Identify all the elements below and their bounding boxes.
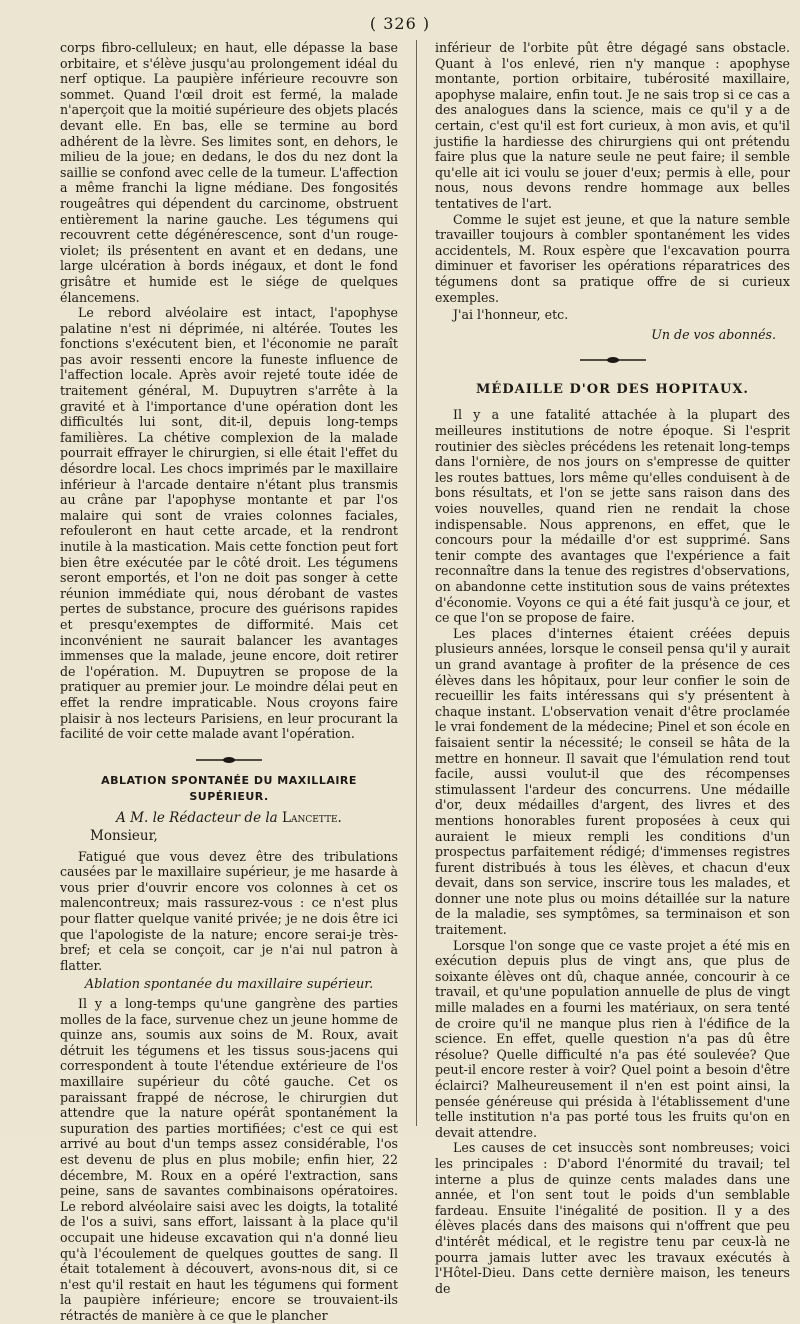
section-heading: ABLATION SPONTANÉE DU MAXILLAIRE SUPÉRIEUR. xyxy=(101,774,357,803)
paragraph: Il y a long-temps qu'une gangrène des parties molles de la face, survenue chez un jeune homme de quinze ans, soumis aux soins de M. Roux, avait détruit les tégumens et les tissus sous-jacens qui correspondent à toute l'étendue extérieure de l'os maxillaire supérieur du côté gauche. Cet os paraissant frappé de nécrose, le chirurgien dut attendre que la nature opérât spontanément la supuration des parties mortifiées; c'est ce qui est arrivé au bout d'un temps assez considérable, l'os est devenu de plus en plus mobile; enfin hier, 22 décembre, M. Roux en a opéré l'extraction, sans peine, sans de savantes combinaisons opératoires. Le rebord alvéolaire saisi avec les doigts, la totalité de l'os a suivi, sans effort, laissant à la place qu'il occupait une hideuse excavation qui n'a donné lieu qu'à l'écoulement de quelques gouttes de sang. Il était totalement à découvert, avons-nous dit, si ce n'est qu'il restait en haut les tégumens qui forment la paupière inférieure; encore se trouvaient-ils rétractés de manière à ce que le plancher xyxy=(60,996,398,1323)
paragraph: Il y a une fatalité attachée à la plupart des meilleures institutions de notre époque. Si l'esprit routinier des siècles précédens les retenait long-temps dans l'ornière, de nos jours on s'empresse de quitter les routes battues, lors même qu'elles conduisent à de bons résultats, et l'on se jette sans raison dans des voies nouvelles, quand rien ne rendait la chose indispensable. Nous apprenons, en effet, que le concours pour la médaille d'or est supprimé. Sans tenir compte des avantages que l'expérience a fait reconnaître dans la tenue des registres d'observations, on abandonne cette institution sous de vains prétextes d'économie. Voyons ce qui a été fait jusqu'à ce jour, et ce que l'on se propose de faire. xyxy=(435,407,790,626)
paragraph: Le rebord alvéolaire est intact, l'apophyse palatine n'est ni déprimée, ni altérée. Toutes les fonctions s'exécutent bien, et l'économie ne paraît pas avoir ressenti encore la funeste influence de l'affection locale. Après avoir rejeté toute idée de traitement général, M. Dupuytren s'arrête à la gravité et à l'importance d'une opération dont les difficultés lui sont, dit-il, depuis long-temps familières. La chétive complexion de la malade pourrait effrayer le chirurgien, si elle était l'effet du désordre local. Les chocs imprimés par le maxillaire inférieur à l'arcade dentaire n'étant plus transmis au crâne par l'apophyse montante et par l'os malaire qui sont de vraies colonnes faciales, refouleront en haut cette arcade, et la rendront inutile à la mastication. Mais cette fonction peut fort bien être exécutée par le côté droit. Les tégumens seront emportés, et l'on ne doit pas songer à cette réunion immédiate qui, nous dérobant de vastes pertes de substance, procure des guérisons rapides et presqu'exemptes de difformité. Mais cet inconvénient ne saurait balancer les avantages immenses que la malade, jeune encore, doit retirer de l'opération. M. Dupuytren se propose de la pratiquer au premier jour. Le moindre délai peut en effet la rendre impraticable. Nous croyons faire plaisir à nos lecteurs Parisiens, en leur procurant la facilité de voir cette malade avant l'opération. xyxy=(60,305,398,742)
paragraph: Lorsque l'on songe que ce vaste projet a été mis en exécution depuis plus de vingt ans, que plus de soixante élèves ont dû, chaque année, concourir à ce travail, et qu'une population annuelle de plus de vingt mille malades en a fourni les matériaux, on sera tenté de croire qu'il ne manque plus rien à l'édifice de la science. En effet, quelle question n'a pas dû être résolue? Quelle difficulté n'a pas été soulevée? Que peut-il encore rester à voir? Quel point a besoin d'être éclairci? Malheureusement il n'en est point ainsi, la pensée généreuse qui présida à l'établissement d'une telle institution n'a pas porté tous les fruits qu'on en devait attendre. xyxy=(435,937,790,1140)
salutation: Monsieur, xyxy=(90,828,158,845)
divider-ornament xyxy=(60,752,398,768)
paragraph: inférieur de l'orbite pût être dégagé sans obstacle. Quant à l'os enlevé, rien n'y manque : apophyse montante, portion orbitaire, tubérosité maxillaire, apophyse malaire, enfin tout. Je ne sais trop si ce cas a des analogues dans la science, mais ce qu'il y a de certain, c'est qu'il est fort curieux, à mon avis, et qu'il justifie la hardiesse des chirurgiens qui ont prétendu faire plus que la nature seule ne peut faire; il semble qu'elle ait ici voulu se jouer d'eux; permis à elle, pour nous, nous devons rendre hommage aux belles tentatives de l'art. xyxy=(435,40,790,211)
paragraph: corps fibro-celluleux; en haut, elle dépasse la base orbitaire, et s'élève jusqu'au prolongement idéal du nerf optique. La paupière inférieure recouvre son sommet. Quand l'œil droit est fermé, la malade n'aperçoit que la moitié supérieure des objets placés devant elle. En bas, elle se termine au bord adhérent de la lèvre. Ses limites sont, en dehors, le milieu de la joue; en dedans, le dos du nez dont la saillie se confond avec celle de la tumeur. L'affection a même franchi la ligne médiane. Des fongosités rougeâtres qui dépendent du carcinome, obstruent entièrement la narine gauche. Les tégumens qui recouvrent cette dégénérescence, sont d'un rouge-violet; ils présentent en avant et en dedans, une large ulcération à bords inégaux, et dont le fond grisâtre et humide est le siége de quelques élancemens. xyxy=(60,40,398,305)
paragraph: Comme le sujet est jeune, et que la nature semble travailler toujours à combler spontanément les vides accidentels, M. Roux espère que l'excavation pourra diminuer et favoriser les opérations réparatrices des tégumens dont sa pratique offre de si curieux exemples. xyxy=(435,211,790,305)
paragraph: Fatigué que vous devez être des tribulations causées par le maxillaire supérieur, je me hasarde à vous prier d'ouvrir encore vos colonnes à cet os malencontreux; mais rassurez-vous : ce n'est plus pour flatter quelque vanité privée; je ne dois être ici que l'apologiste de la nature; encore serai-je très-bref; et cela se conçoit, car je n'ai nul patron à flatter. xyxy=(60,848,398,973)
signature: Un de vos abonnés. xyxy=(651,326,776,342)
section-heading: MÉDAILLE D'OR DES HOPITAUX. xyxy=(476,381,749,397)
divider-ornament xyxy=(435,352,790,368)
subheading: Ablation spontanée du maxillaire supérieur. xyxy=(84,977,374,993)
signoff: J'ai l'honneur, etc. xyxy=(453,307,569,323)
page-number: ( 326 ) xyxy=(369,14,431,33)
left-column xyxy=(60,40,398,1324)
address-text: A M. le Rédacteur de la xyxy=(116,809,278,826)
column-divider xyxy=(416,40,417,1126)
right-column xyxy=(435,40,790,1296)
paragraph: Les places d'internes étaient créées depuis plusieurs années, lorsque le conseil pensa qu'il y aurait un grand avantage à profiter de la présence de ces élèves dans les hôpitaux, pour leur confier le soin de recueillir les faits intéressans qui s'y présentent à chaque instant. L'observation venait d'être proclamée le vrai fondement de la médecine; Pinel et son école en faisaient sentir la nécessité; le conseil se hâta de la mettre en honneur. Il savait que l'émulation rend tout facile, aussi voulut-il que des récompenses stimulassent l'ardeur des concurrens. Une médaille d'or, deux médailles d'argent, des livres et des mentions honorables furent proposées à ceux qui auraient le mieux rempli les conditions d'un prospectus parfaitement rédigé; d'immenses registres furent distribués à tous les élèves, et chacun d'eux devait, dans son service, inscrire tous les malades, et donner une note plus ou moins détaillée sur la nature de la maladie, ses symptômes, sa terminaison et son traitement. xyxy=(435,625,790,938)
letter-address xyxy=(60,811,398,827)
journal-name: Lancette. xyxy=(282,809,342,826)
paragraph: Les causes de cet insuccès sont nombreuses; voici les principales : D'abord l'énormité du travail; tel interne a plus de quinze cents malades dans une année, et l'on sent tout le poids d'un semblable fardeau. Ensuite l'inégalité de position. Il y a des élèves placés dans des maisons qui n'offrent que peu d'intérêt médical, et le registre tenu par ceux-là ne pourra jamais lutter avec les travaux exécutés à l'Hôtel-Dieu. Dans cette dernière maison, les teneurs de xyxy=(435,1140,790,1296)
